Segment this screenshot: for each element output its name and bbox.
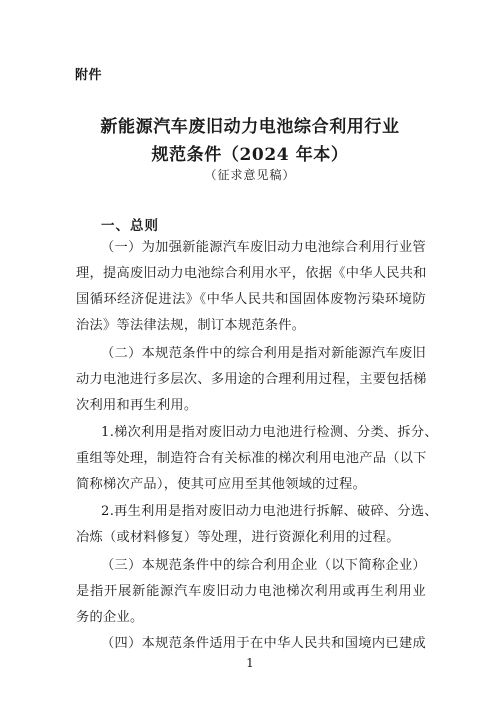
body-line: 简称梯次产品），使其可应用至其他领域的过程。 [76,477,367,492]
attachment-label: 附件 [75,68,103,83]
section-heading: 一、总则 [101,218,159,234]
body-line: （四）本规范条件适用于在中华人民共和国境内已建成 [101,636,426,651]
body-line: （一）为加强新能源汽车废旧动力电池综合利用行业管 [101,240,426,255]
body-line: 理，提高废旧动力电池综合利用水平，依据《中华人民共和 [76,266,427,281]
body-line: 重组等处理，制造符合有关标准的梯次利用电池产品（以下 [76,451,427,466]
body-line: 次利用和再生利用。 [76,398,198,413]
page-number: 1 [246,656,254,670]
document-title-line-1: 新能源汽车废旧动力电池综合利用行业 [100,117,400,137]
body-line: 治法》等法律法规，制订本规范条件。 [76,318,306,333]
document-title-line-2: 规范条件（2024 年本） [151,145,349,165]
body-line: 2.再生利用是指对废旧动力电池进行拆解、破碎、分选、 [101,504,438,519]
body-line: 冶炼（或材料修复）等处理，进行资源化利用的过程。 [76,530,400,545]
body-line: （三）本规范条件中的综合利用企业（以下简称企业） [101,558,426,573]
body-line: 国循环经济促进法》《中华人民共和国固体废物污染环境防 [76,292,426,307]
body-line: 动力电池进行多层次、多用途的合理利用过程，主要包括梯 [76,372,427,387]
body-line: 1.梯次利用是指对废旧动力电池进行检测、分类、拆分、 [101,425,438,440]
body-line: 务的企业。 [76,610,144,625]
body-line: （二）本规范条件中的综合利用是指对新能源汽车废旧 [101,346,426,361]
draft-note: （征求意见稿） [204,168,296,182]
body-line: 是指开展新能源汽车废旧动力电池梯次利用或再生利用业 [76,584,426,599]
